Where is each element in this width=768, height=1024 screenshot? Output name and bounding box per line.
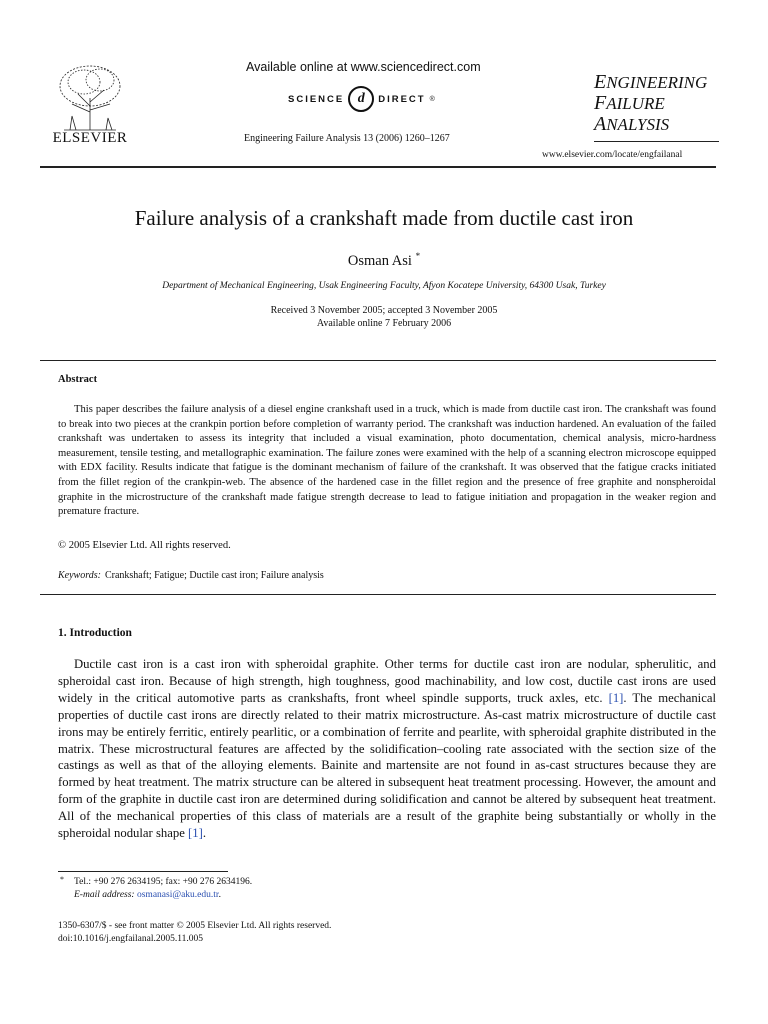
intro-text-3: . bbox=[202, 826, 206, 841]
citation-link-1[interactable]: [1] bbox=[608, 690, 624, 705]
issn-line: 1350-6307/$ - see front matter © 2005 Elsevier Ltd. All rights reserved. bbox=[58, 921, 332, 931]
intro-text-1: Ductile cast iron is a cast iron with spheroidal graphite. Other terms for ductile cast iron are nodular, spherulitic, and spheroidal cast iron. Because of high strength, high toughness, good machinability, and low cost, ductile cast irons are used widely in the critical automotive parts as crankshafts, front wheel spindle supports, truck axles, etc. bbox=[58, 657, 716, 705]
article-title: Failure analysis of a crankshaft made from ductile cast iron bbox=[134, 206, 634, 230]
elsevier-tree-icon bbox=[50, 60, 130, 132]
journal-title-cap-1: E bbox=[594, 71, 607, 93]
journal-title-rest-3: NALYSIS bbox=[606, 115, 670, 134]
available-online-text[interactable]: Available online at www.sciencedirect.com bbox=[246, 60, 481, 74]
email-label: E-mail address: bbox=[74, 890, 135, 900]
sciencedirect-at-icon: d bbox=[348, 86, 374, 112]
section-heading-introduction: 1. Introduction bbox=[58, 627, 132, 639]
affiliation: Department of Mechanical Engineering, Usak Engineering Faculty, Afyon Kocatepe University, 64300 Usak, Turkey bbox=[162, 281, 606, 291]
journal-url[interactable]: www.elsevier.com/locate/engfailanal bbox=[542, 150, 683, 160]
journal-title-cap-3: A bbox=[594, 113, 607, 135]
footnote-mark: * bbox=[60, 875, 64, 884]
introduction-text bbox=[58, 656, 716, 842]
journal-title-rest-1: NGINEERING bbox=[606, 73, 708, 92]
footnote-rule bbox=[58, 871, 228, 872]
journal-title bbox=[594, 72, 707, 135]
journal-title-cap-2: F bbox=[594, 92, 607, 114]
journal-citation: Engineering Failure Analysis 13 (2006) 1260–1267 bbox=[244, 133, 450, 144]
available-date: Available online 7 February 2006 bbox=[316, 318, 452, 329]
abstract-bottom-rule bbox=[40, 594, 716, 595]
email-link[interactable]: osmanasi@aku.edu.tr bbox=[136, 890, 219, 900]
header-rule bbox=[40, 166, 716, 168]
doi-line[interactable]: doi:10.1016/j.engfailanal.2005.11.005 bbox=[58, 934, 204, 944]
abstract-heading: Abstract bbox=[58, 374, 98, 385]
footnote-email-line bbox=[58, 889, 252, 902]
publisher-name: ELSEVIER bbox=[52, 130, 128, 146]
keywords bbox=[58, 570, 324, 581]
article-dates bbox=[0, 304, 768, 330]
received-date: Received 3 November 2005; accepted 3 November 2005 bbox=[270, 305, 498, 316]
sciencedirect-logo[interactable] bbox=[288, 86, 435, 112]
front-matter bbox=[58, 920, 331, 946]
abstract-copyright: © 2005 Elsevier Ltd. All rights reserved. bbox=[58, 540, 231, 551]
author-footnote-mark[interactable]: * bbox=[415, 251, 421, 261]
abstract-text bbox=[58, 403, 716, 520]
introduction-paragraph bbox=[58, 656, 716, 842]
citation-link-2[interactable]: [1] bbox=[188, 826, 203, 841]
email-end: . bbox=[218, 890, 221, 900]
journal-title-underline bbox=[594, 141, 719, 142]
footnote bbox=[58, 876, 252, 902]
intro-text-2: . The mechanical properties of ductile cast irons are directly related to their matrix microstructure. As-cast matrix microstructure of ductile cast irons may be entirely ferritic, entirely pearlitic, or a combination of ferrite and pearlite, with spheroidal graphite distributed in the matrix. These microstructural features are affected by the solidification–cooling rate associated with the section size of the castings as well as that of the alloying elements. Bainite and martensite are not found in as-cast structures because they are formed by heat treatment. The matrix structure can be altered in subsequent heat treatment processing. However, the amount and form of the graphite in ductile cast iron are determined during solidification and cannot be altered by subsequent heat treatment. All of the mechanical properties of this class of materials are a result of the graphite being substantially or wholly in the spheroidal nodular shape bbox=[58, 690, 716, 841]
journal-title-rest-2: AILURE bbox=[606, 94, 665, 113]
abstract-paragraph: This paper describes the failure analysis of a diesel engine crankshaft used in a truck, which is made from ductile cast iron. The crankshaft was found to break into two pieces at the crankpin portion before completion of warranty period. The crankshaft was induction hardened. An evaluation of the failed crankshaft was undertaken to assess its integrity that included a visual examination, photo documentation, chemical analysis, micro-hardness measurement, tensile testing, and metallographic examination. The failure zones were examined with the help of a scanning electron microscope equipped with EDX facility. Results indicate that fatigue is the dominant mechanism of failure of the crankshaft. It was observed that the fatigue cracks initiated from the fillet region of the crankpin-web. The absence of the hardened case in the fillet region and the presence of free graphite and nonspheroidal graphite in the microstructure of the crankshaft made fatigue strength decrease to lead to fatigue initiation and propagation in the weaker region and premature fracture. bbox=[58, 404, 716, 518]
keywords-list: Crankshaft; Fatigue; Ductile cast iron; Failure analysis bbox=[104, 570, 324, 581]
author-name: Osman Asi bbox=[347, 252, 412, 269]
sd-left-text: SCIENCE bbox=[288, 93, 345, 105]
registered-mark: ® bbox=[429, 95, 435, 103]
sd-right-text: DIRECT bbox=[378, 93, 426, 105]
abstract-top-rule bbox=[40, 360, 716, 361]
author bbox=[0, 251, 768, 270]
footnote-phone: Tel.: +90 276 2634195; fax: +90 276 2634196. bbox=[74, 877, 253, 887]
keywords-label: Keywords: bbox=[58, 570, 101, 581]
